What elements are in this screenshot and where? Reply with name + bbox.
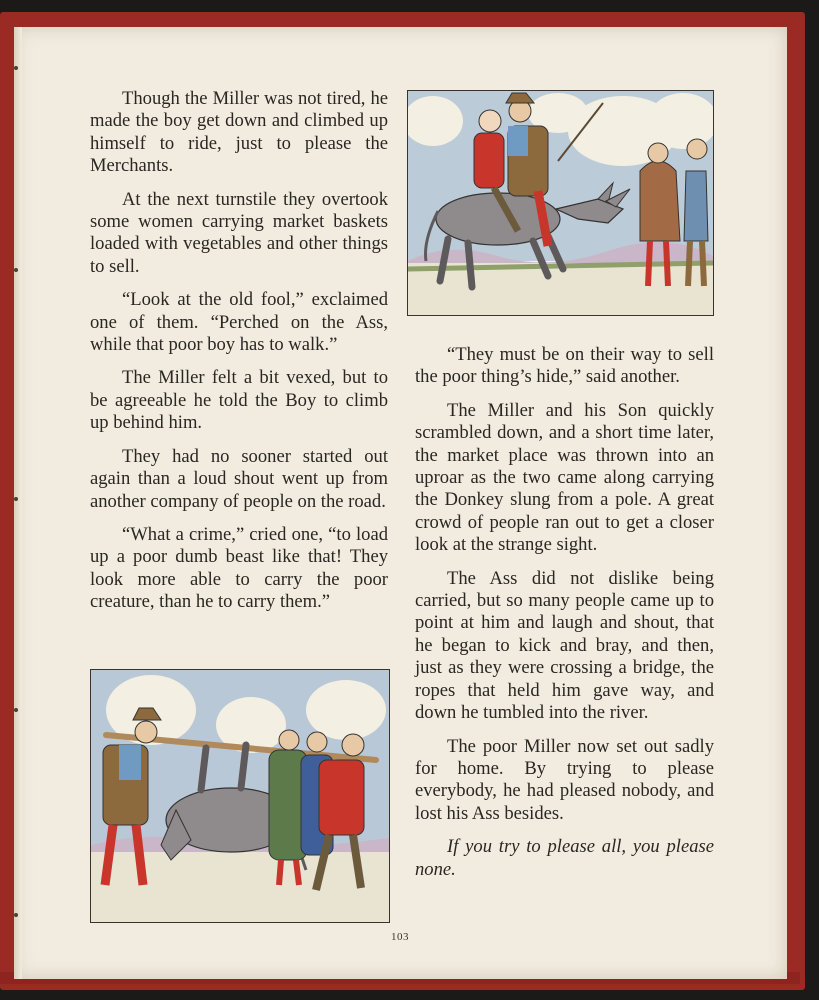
paragraph: “What a crime,” cried one, “to load up a poor dumb beast like that! They look more able to carry the poor creature, than he to carry them.” — [90, 523, 388, 613]
paragraph: The Miller felt a bit vexed, but to be agreeable he told the Boy to climb up behind him. — [90, 367, 388, 434]
illustration-miller-and-son-riding — [407, 90, 714, 316]
carrying-scene — [91, 670, 389, 922]
paragraph: At the next turnstile they overtook some women carrying market baskets loaded with vegetables and other things to sell. — [90, 188, 388, 277]
binding-stitch — [14, 268, 18, 272]
left-text-column — [90, 88, 388, 625]
riding-scene — [408, 91, 713, 315]
illustration-carrying-donkey — [90, 669, 390, 923]
paragraph: “Look at the old fool,” exclaimed one of them. “Perched on the Ass, while that poor boy has to walk.” — [90, 289, 388, 356]
paragraph: The Miller and his Son quickly scrambled down, and a short time later, the market place was thrown into an uproar as the two came along carrying the Donkey slung from a pole. A great crowd of people ran out to get a closer look at the strange sight. — [415, 399, 714, 556]
binding-stitch — [14, 708, 18, 712]
paragraph: They had no sooner started out again than a loud shout went up from another company of people on the road. — [90, 445, 388, 512]
page-number: 103 — [391, 931, 409, 943]
paragraph: The Ass did not dislike being carried, but so many people came up to point at him and laugh and shout, that he began to kick and bray, and then, just as they were crossing a bridge, the ropes that held him gave way, and down he tumbled into the river. — [415, 567, 714, 724]
paragraph: “They must be on their way to sell the poor thing’s hide,” said another. — [415, 344, 714, 388]
paragraph: Though the Miller was not tired, he made the boy get down and climbed up himself to ride, just to please the Merchants. — [90, 88, 388, 177]
binding-stitch — [14, 66, 18, 70]
moral: If you try to please all, you please none. — [415, 836, 714, 880]
binding-stitch — [14, 497, 18, 501]
right-text-column — [415, 344, 714, 892]
page-gutter — [14, 27, 22, 979]
paragraph: The poor Miller now set out sadly for home. By trying to please everybody, he had pleased nobody, and lost his Ass besides. — [415, 735, 714, 824]
binding-stitch — [14, 913, 18, 917]
